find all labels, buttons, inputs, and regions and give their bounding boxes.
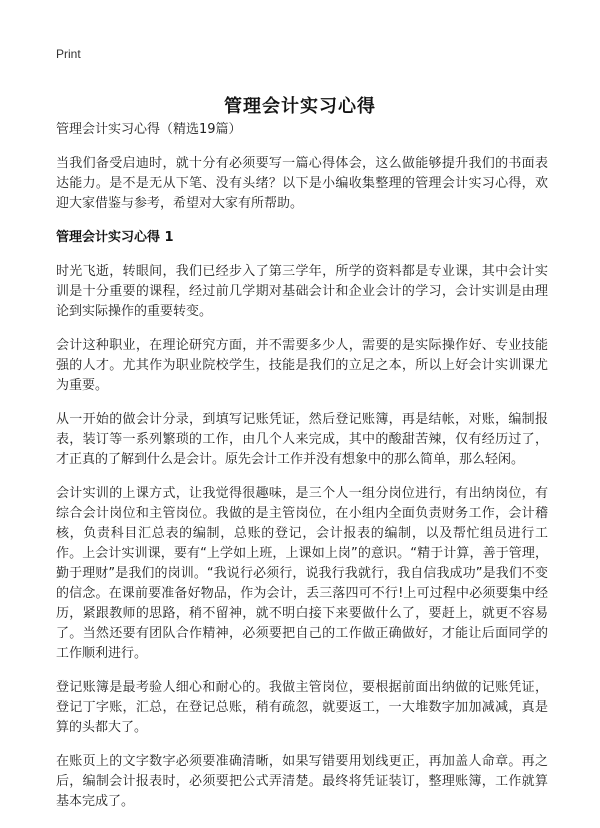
section-heading: 管理会计实习心得 1 bbox=[56, 230, 174, 245]
paragraph-3: 从一开始的做会计分录，到填写记账凭证，然后登记账簿，再是结帐，对账，编制报表，装订等一系列繁琐的工作，由几个人来完成，其中的酸甜苦辣，仅有经历过了，才正真的了解到什么是会计。原先会计工作并没有想象中的那么简单，那么轻闲。 bbox=[56, 412, 548, 467]
document-body bbox=[56, 120, 548, 826]
print-link[interactable]: Print bbox=[56, 47, 81, 61]
paragraph-2: 会计这种职业，在理论研究方面，并不需要多少人，需要的是实际操作好、专业技能强的人才。尤其作为职业院校学生，技能是我们的立足之本，所以上好会计实训课尤为重要。 bbox=[56, 338, 548, 393]
paragraph-5: 登记账簿是最考验人细心和耐心的。我做主管岗位，要根据前面出纳做的记账凭证，登记丁字账，汇总，在登记总账，稍有疏忽，就要返工，一大堆数字加加减减，真是算的头都大了。 bbox=[56, 680, 548, 735]
document-subtitle: 管理会计实习心得（精选19篇） bbox=[56, 122, 242, 137]
page-title: 管理会计实习心得 bbox=[224, 96, 376, 118]
paragraph-4: 会计实训的上课方式，让我觉得很趣味，是三个人一组分岗位进行，有出纳岗位，有综合会计岗位和主管岗位。我做的是主管岗位，在小组内全面负责财务工作，会计稽核，负责科目汇总表的编制，总账的登记，会计报表的编制，以及帮忙组员进行工作。上会计实训课，要有“上学如上班，上课如上岗”的意识。“精于计算，善于管理，勤于理财”是我们的岗训。“我说行必须行，说我行我就行，我自信我成功”是我们不变的信念。在课前要准备好物品，作为会计，丢三落四可不行!上可过程中必须要集中经历，紧跟教师的思路，稍不留神，就不明白接下来要做什么了，要赶上，就更不容易了。当然还要有团队合作精神，必须要把自己的工作做正确做好，才能让后面同学的工作顺利进行。 bbox=[56, 486, 548, 661]
intro-paragraph: 当我们备受启迪时，就十分有必须要写一篇心得体会，这么做能够提升我们的书面表达能力。是不是无从下笔、没有头绪？以下是小编收集整理的管理会计实习心得，欢迎大家借鉴与参考，希望对大家有所帮助。 bbox=[56, 156, 548, 211]
paragraph-1: 时光飞逝，转眼间，我们已经步入了第三学年，所学的资料都是专业课，其中会计实训是十分重要的课程，经过前几学期对基础会计和企业会计的学习，会计实训是由理论到实际操作的重要转变。 bbox=[56, 264, 548, 319]
paragraph-6: 在账页上的文字数字必须要准确清晰，如果写错要用划线更正，再加盖人命章。再之后，编制会计报表时，必须要把公式弄清楚。最终将凭证装订，整理账簿，工作就算基本完成了。 bbox=[56, 754, 548, 809]
